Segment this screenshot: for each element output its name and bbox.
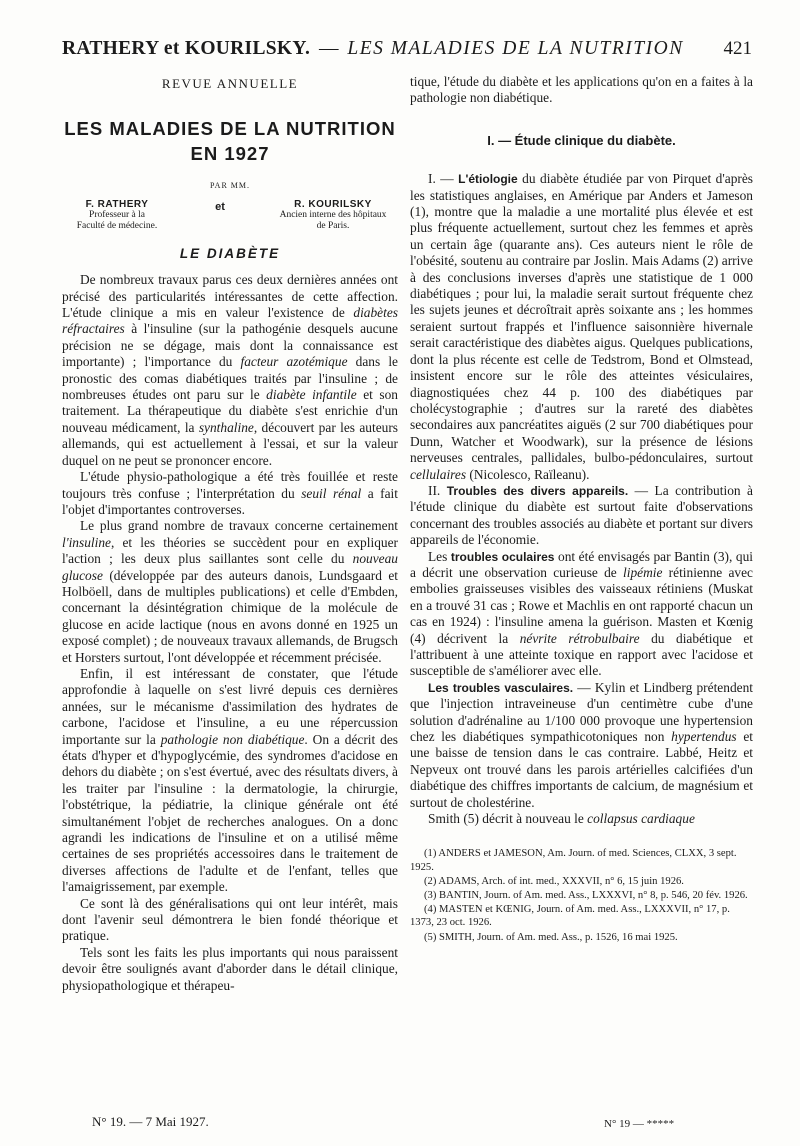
- section-heading-etude-clinique: I. — Étude clinique du diabète.: [487, 132, 676, 148]
- author-kourilsky: [268, 199, 398, 232]
- body-paragraph: II. Troubles des divers appareils. — La contribution à l'étude clinique du diabète est surtout faite d'observations concernant des troubles associés au diabète et portant sur divers appareils de l'économie.: [410, 482, 753, 548]
- emphasis: lipémie: [623, 564, 663, 580]
- running-head-authors: RATHERY et KOURILSKY.: [62, 38, 311, 59]
- footnote: (4) MASTEN et KŒNIG, Journ. of Am. med. Ass., LXXXVII, n° 17, p. 1373, 23 oct. 1926.: [410, 904, 730, 929]
- right-body: [410, 171, 753, 827]
- running-head-separator: —: [319, 38, 339, 59]
- emphasis: névrite rétrobulbaire: [519, 630, 640, 646]
- article-title: LES MALADIES DE LA NUTRITION EN 1927: [64, 118, 396, 165]
- body-paragraph: Les troubles oculaires ont été envisagés par Bantin (3), qui a décrit une observation curieuse de lipémie rétinienne avec embolies graisseuses visibles des vaisseaux rétiniens (Muskat en a trouvé 31 cas ; Rowe et Machlis en ont rapporté chacun un cas en 1924) : l'insuline amena la guérison. Masten et Kœnig (4) décrivent la névrite rétrobulbaire du diabétique et l'attribuent à une atteinte toxique en rapport avec l'acidose et susceptible de s'améliorer avec elle.: [410, 548, 753, 679]
- run-in-heading: L'étiologie: [458, 172, 518, 187]
- body-paragraph: Ce sont là des généralisations qui ont leur intérêt, mais dont l'avenir seul démontrera le bien fondé théorique et pratique.: [62, 895, 398, 944]
- emphasis: l'insuline: [62, 534, 111, 550]
- author-rathery: [62, 199, 172, 232]
- footnote: (3) BANTIN, Journ. of Am. med. Ass., LXXXVI, n° 8, p. 546, 20 fév. 1926.: [424, 890, 748, 902]
- byline-conjunction: et: [215, 200, 225, 213]
- run-in-heading: Troubles des divers appareils.: [446, 483, 629, 498]
- right-column: [410, 74, 753, 945]
- running-head: [62, 38, 752, 66]
- left-column: [62, 74, 398, 994]
- body-paragraph: L'étude physio-pathologique a été très fouillée et reste toujours très confuse ; l'interprétation du seuil rénal a fait l'objet d'importantes controverses.: [62, 469, 398, 517]
- author-name: F. RATHERY: [85, 198, 149, 210]
- emphasis: diabètes réfractaires: [62, 305, 398, 337]
- author-affiliation: Professeur à la: [89, 209, 145, 220]
- body-paragraph: I. — L'étiologie du diabète étudiée par von Pirquet d'après les statistiques anglaises, en Amérique par Anders et Jameson (1), montre que la maladie a une mortalité plus élevée et est plus fréquente actuellement, surtout chez les femmes et après un certain âge (quarante ans). Ces auteurs nient le rôle de l'obésité, soutenu au contraire par Joslin. Mais Adams (2) arrive à des conclusions inverses d'après une statistique de 1 000 diabétiques ; pour lui, la maladie serait surtout fréquente chez les sujets jeunes et décroîtrait après soixante ans ; les hommes seraient surtout frappés et l'influence saisonnière hivernale serait caractéristique des diabètes aigus. Quelques publications, dont la plus récente est celle de Tedstrom, Bond et Olmstead, insistent encore sur le rôle des atteintes vésiculaires, diagnostiquées chez 44 p. 100 des diabétiques par cholécystographie ; d'autres sur la rareté des diabètes secondaires aux pancréatites aiguës (2 sur 700 diabétiques pour Dunn, Watcher et Woodwark), sur la présence de lésions nerveuses centrales, pallidales, bulbo-pédonculaires, surtout cellulaires (Nicolesco, Raïleanu).: [410, 171, 753, 482]
- emphasis: collapsus cardiaque: [587, 811, 695, 827]
- run-in-heading: troubles oculaires: [450, 549, 555, 564]
- emphasis: cellulaires: [410, 466, 467, 482]
- continuation-paragraph: tique, l'étude du diabète et les applications qu'on en a faites à la pathologie non diabétique.: [410, 74, 753, 106]
- body-paragraph: Le plus grand nombre de travaux concerne certainement l'insuline, et les théories se succèdent pour en expliquer l'action ; les deux plus saillantes sont celle du nouveau glucose (développée par des auteurs danois, Lundsgaard et Holböell, dans de multiples publications) et celle d'Embden, concernant la désintégration chimique de la molécule de glucose en acide lactique (nous en avons donné en 1925 un exposé complet) ; de nouveaux travaux allemands, de Brugsch et Horsters surtout, l'ont développée et récemment précisée.: [62, 518, 398, 665]
- body-paragraph: Smith (5) décrit à nouveau le collapsus cardiaque: [428, 811, 695, 827]
- emphasis: seuil rénal: [301, 485, 362, 501]
- body-paragraph: Les troubles vasculaires. — Kylin et Lindberg prétendent que l'injection intraveineuse d'un centimètre cube d'une solution d'adrénaline au 1/100 000 provoque une hypertension chez les diabétiques sympathicotoniques non hypertendus et une baisse de tension dans le cas contraire. Labbé, Heitz et Nepveux ont trouvé dans les parois artérielles calcifiées d'un diabétique des chiffres importants de calcium, de magnésium et surtout de cholestérine.: [410, 679, 753, 810]
- emphasis: diabète infantile: [266, 387, 357, 403]
- footnote: (2) ADAMS, Arch. of int. med., XXXVII, n° 6, 15 juin 1926.: [424, 875, 684, 887]
- emphasis: synthaline: [198, 419, 254, 435]
- running-head-series: LES MALADIES DE LA NUTRITION: [347, 38, 684, 59]
- author-affiliation: Faculté de médecine.: [76, 220, 158, 231]
- run-in-heading: Les troubles vasculaires.: [428, 680, 574, 695]
- left-body: [62, 272, 398, 994]
- footnotes: [410, 847, 753, 943]
- page-number: 421: [723, 38, 752, 59]
- body-paragraph: Enfin, il est intéressant de constater, que l'étude approfondie à laquelle on s'est livré depuis ces dernières années, sur le mécanisme d'assimilation des hydrates de carbone, l'acidose et l'insuline, a eu une répercussion importante sur la pathologie non diabétique. On a décrit des états d'hyper et d'hypoglycémie, des syndromes d'acidose en dehors du diabète ; on s'est évertué, avec des résultats divers, à les traiter par l'insuline : la dermatologie, la chirurgie, l'obstétrique, la pédiatrie, la clinique générale ont été simultanément l'objet de recherches analogues. On a donc agrandi les indications de l'insuline et on a utilisé même certaines de ses propriétés accessoires dans le traitement de diverses affections de l'adulte et de l'enfant, telles que l'amaigrissement, par exemple.: [62, 665, 398, 895]
- body-paragraph: Tels sont les faits les plus importants qui nous paraissent devoir être soulignés avant d'aborder dans le détail clinique, physiopathologique et thérapeu-: [62, 944, 398, 993]
- emphasis: nouveau glucose: [62, 551, 398, 583]
- author-affiliation: de Paris.: [316, 220, 350, 231]
- emphasis: hypertendus: [671, 729, 737, 745]
- issue-line-left: N° 19. — 7 Mai 1927.: [92, 1114, 209, 1129]
- author-name: R. KOURILSKY: [294, 198, 372, 210]
- bylines: [62, 199, 398, 232]
- emphasis: facteur azotémique: [240, 354, 348, 370]
- footnote: (1) ANDERS et JAMESON, Am. Journ. of med. Sciences, CLXX, 3 sept. 1925.: [410, 848, 737, 873]
- rubric: REVUE ANNUELLE: [161, 76, 299, 91]
- par-mm: PAR MM.: [209, 181, 251, 191]
- emphasis: pathologie non diabétique: [160, 731, 305, 747]
- section-heading-diabete: LE DIABÈTE: [179, 245, 281, 261]
- footnote: (5) SMITH, Journ. of Am. med. Ass., p. 1526, 16 mai 1925.: [424, 931, 678, 943]
- author-affiliation: Ancien interne des hôpitaux: [279, 209, 387, 220]
- body-paragraph: De nombreux travaux parus ces deux dernières années ont précisé des particularités intéressantes de cette affection. L'étude clinique a mis en valeur l'existence de diabètes réfractaires à l'insuline (sur la pathogénie desquels aucune précision ne se dégage, mais dont la connaissance est importante) ; l'importance du facteur azotémique dans le pronostic des comas diabétiques traités par l'insuline ; de nombreuses études ont paru sur le diabète infantile et son traitement. La thérapeutique du diabète s'est enrichie d'un nouveau médicament, la synthaline, découvert par les auteurs allemands, qui est actuellement à l'essai, et sur la valeur duquel on ne peut se prononcer encore.: [62, 272, 399, 468]
- issue-line-right: N° 19 — *****: [604, 1118, 675, 1130]
